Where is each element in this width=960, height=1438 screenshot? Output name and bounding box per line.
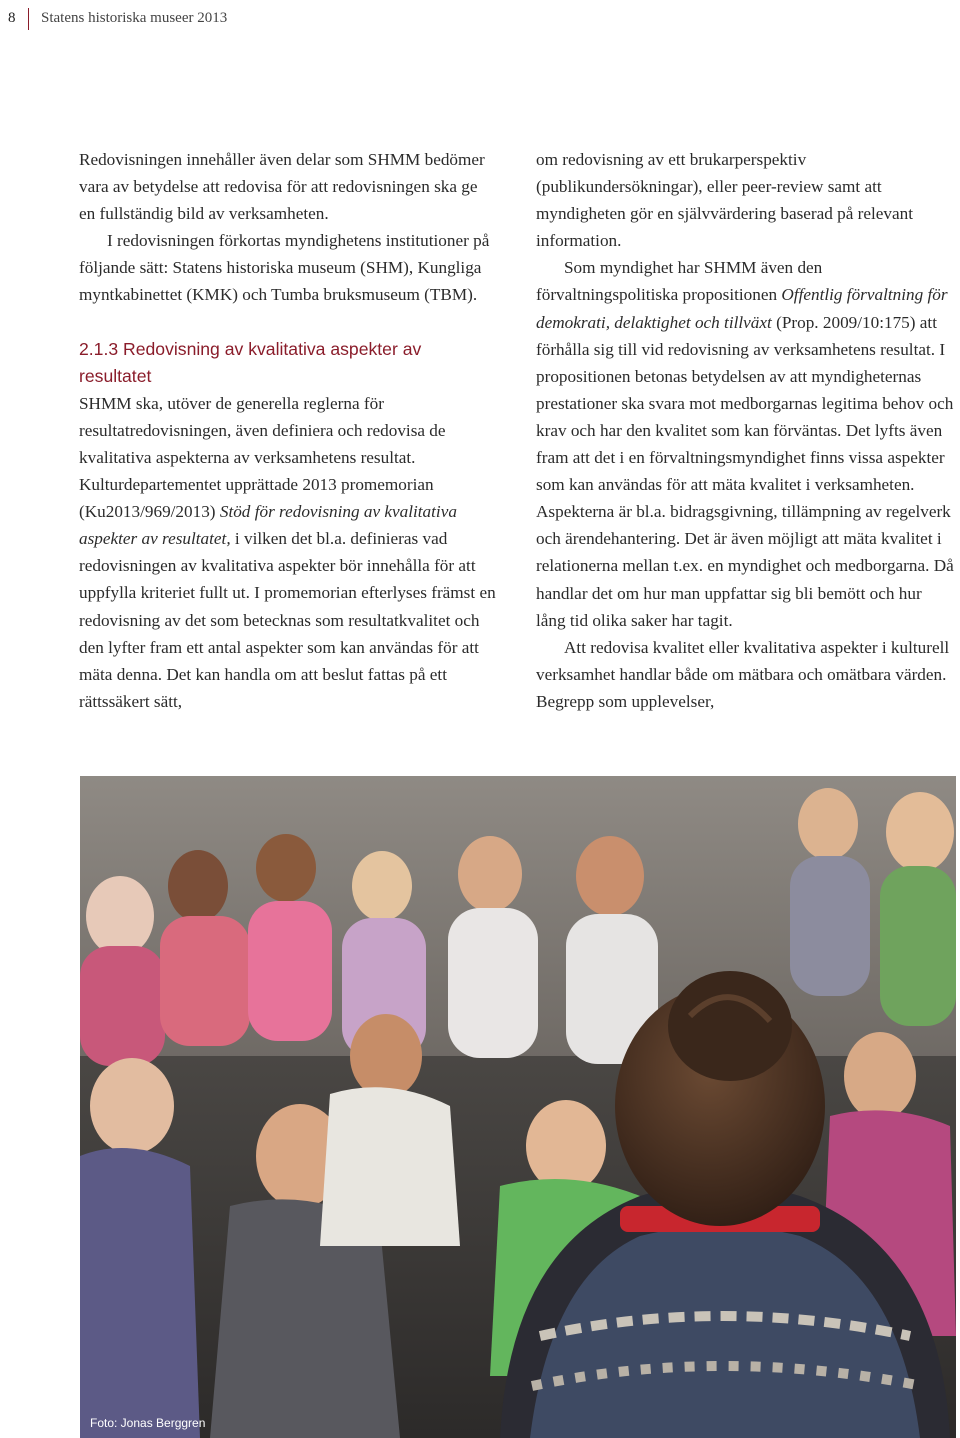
photo-illustration bbox=[80, 776, 956, 1438]
header-divider bbox=[28, 8, 30, 30]
memorandum-title: Stöd för redovisning av kvalitativa aspekter av resultatet, bbox=[79, 502, 457, 549]
continuation-paragraph: om redovisning av ett brukarperspektiv (publikundersökningar), eller peer-review samt att myndigheten gör en självvärdering baserad på relevant information. bbox=[536, 150, 914, 251]
proposition-text-a: Som myndighet har SHMM även den förvaltningspolitiska propositionen bbox=[536, 258, 823, 305]
left-column bbox=[79, 146, 497, 715]
proposition-paragraph bbox=[536, 254, 954, 633]
memorandum-text-b: i vilken det bl.a. definieras vad redovisningen av kvalitativa aspekter bör innehålla för att uppfylla kriteriet fullt ut. I promemorian efterlyses främst en redovisning av det som betecknas som resultatkvalitet och den lyfter fram ett antal aspekter som kan användas för att mäta denna. Det kan handla om att beslut fattas på ett rättssäkert sätt, bbox=[79, 529, 496, 711]
photo-credit: Foto: Jonas Berggren bbox=[90, 1416, 206, 1430]
memorandum-paragraph bbox=[79, 471, 497, 715]
section-heading: 2.1.3 Redovisning av kvalitativa aspekter av resultatet bbox=[79, 338, 422, 386]
running-head bbox=[8, 7, 227, 29]
publication-title: Statens historiska museer 2013 bbox=[41, 10, 228, 26]
culture-quality-paragraph: Att redovisa kvalitet eller kvalitativa aspekter i kulturell verksamhet handlar både om mätbara och omätbara värden. Begrepp som upplevelser, bbox=[536, 637, 950, 711]
proposition-text-b: (Prop. 2009/10:175) att förhålla sig till vid redovisning av verksamhetens resultat. I propositionen betonas betydelsen av att myndigheternas prestationer ska svara mot medborgarnas legitima behov och krav och har den kvalitet som kan förväntas. Det lyfts även fram att det i en förvaltningsmyndighet finns vissa aspekter som kan användas för att mäta kvalitet i verksamheten. Aspekterna är bl.a. bidragsgivning, tillämpning av regelverk och ärendehantering. Det är även möjligt att mäta kvalitet i relationerna mellan t.ex. en myndighet och medborgarna. Då handlar det om hur man uppfattar sig bli bemött och hur lång tid olika saker har tagit. bbox=[536, 312, 954, 630]
requirements-paragraph: SHMM ska, utöver de generella reglerna för resultatredovisningen, även definiera och redovisa de kvalitativa aspekterna av verksamhetens resultat. bbox=[79, 393, 446, 467]
memorandum-text-a: Kulturdepartementet upprättade 2013 promemorian (Ku2013/969/2013) bbox=[79, 475, 434, 522]
intro-paragraph: Redovisningen innehåller även delar som SHMM bedömer vara av betydelse att redovisa för att redovisningen ska ge en fullständig bild av verksamheten. bbox=[79, 150, 485, 224]
right-column bbox=[536, 146, 954, 715]
photo-children-museum bbox=[80, 776, 956, 1438]
abbreviation-paragraph: I redovisningen förkortas myndighetens institutioner på följande sätt: Statens historiska museum (SHM), Kungliga myntkabinettet (KMK) och Tumba bruksmuseum (TBM). bbox=[79, 231, 490, 305]
page-number: 8 bbox=[8, 10, 16, 26]
proposition-title: Offentlig förvaltning för demokrati, delaktighet och tillväxt bbox=[536, 285, 948, 332]
